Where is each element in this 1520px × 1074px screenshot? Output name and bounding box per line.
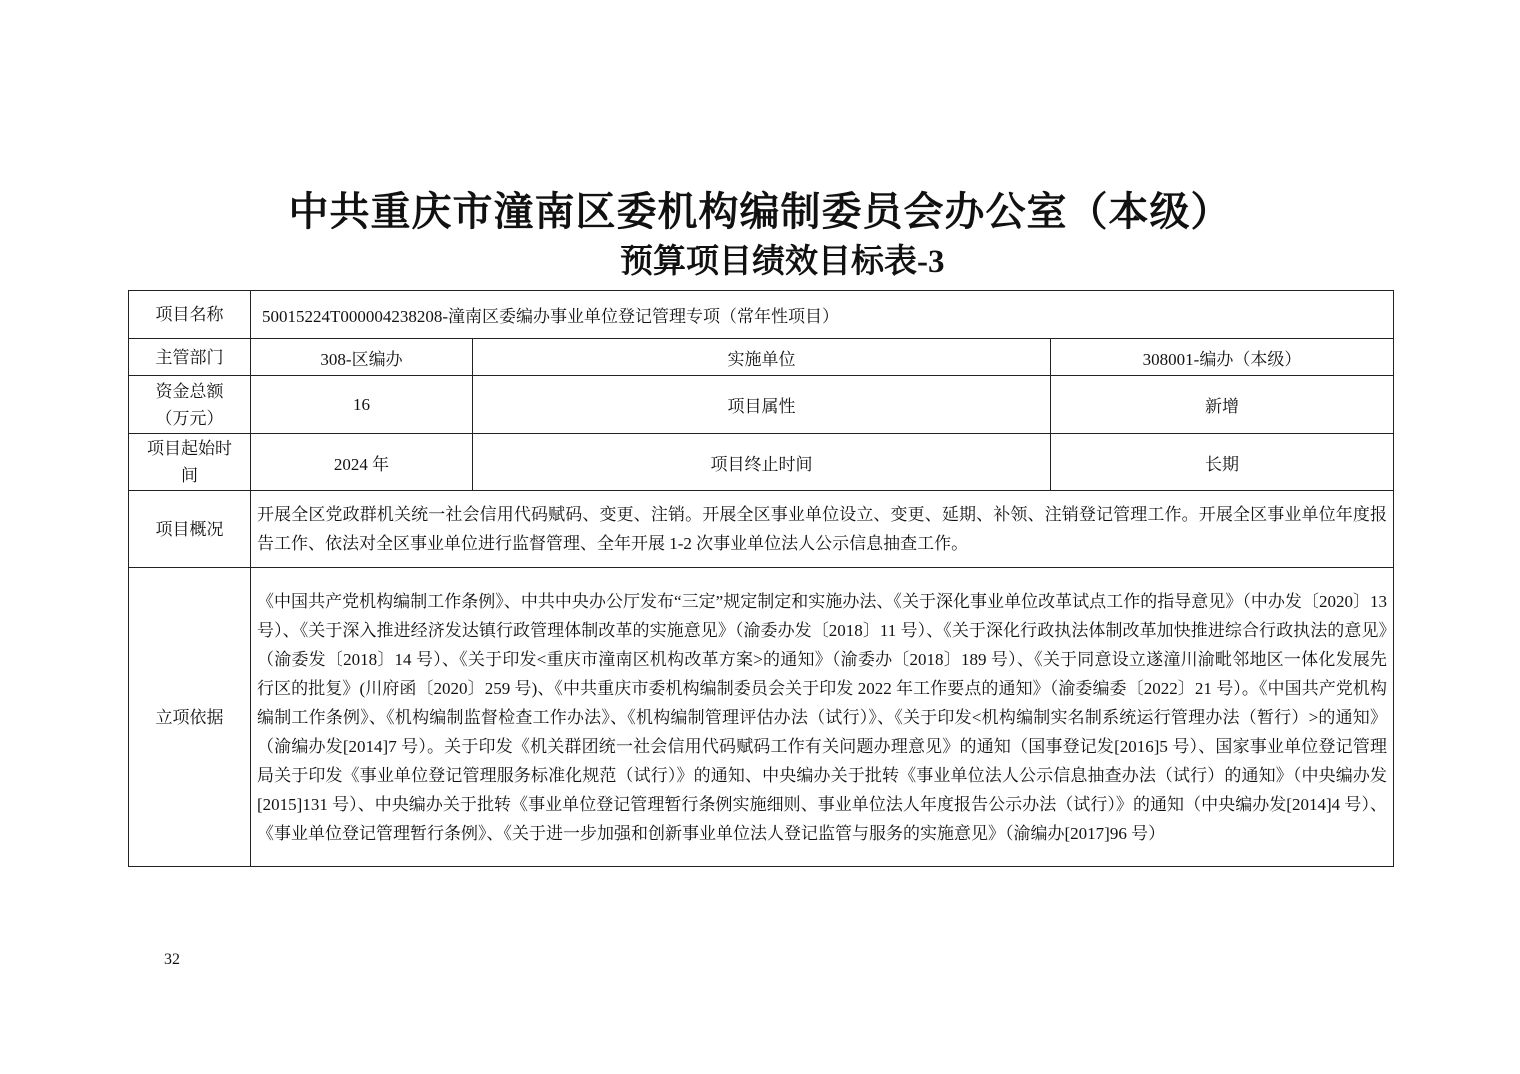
total-funds-label-line2: （万元） [155, 408, 224, 428]
start-time-label-line2: 间 [181, 466, 198, 485]
document-title: 中共重庆市潼南区委机构编制委员会办公室（本级） [288, 189, 1232, 234]
start-time-value: 2024 年 [251, 434, 473, 491]
implementing-unit-label: 实施单位 [473, 339, 1051, 376]
table-row-funds [129, 376, 1394, 434]
end-time-value: 长期 [1051, 434, 1394, 491]
project-name-label: 项目名称 [129, 291, 251, 339]
department-label: 主管部门 [129, 339, 251, 376]
end-time-label: 项目终止时间 [473, 434, 1051, 491]
basis-value: 《中国共产党机构编制工作条例》、中共中央办公厅发布“三定”规定制定和实施办法、《关于深化事业单位改革试点工作的指导意见》（中办发〔2020〕13 号）、《关于深入推进经济发达镇行政管理体制改革的实施意见》（渝委办发〔2018〕11 号）、《关于深化行政执法体制改革加快推进综合行政执法的意见》（渝委发〔2018〕14 号）、《关于印发<重庆市潼南区机构改革方案>的通知》（渝委办〔2018〕189 号）、《关于同意设立遂潼川渝毗邻地区一体化发展先行区的批复》(川府函〔2020〕259 号)、《中共重庆市委机构编制委员会关于印发 2022 年工作要点的通知》（渝委编委〔2022〕21 号）。《中国共产党机构编制工作条例》、《机构编制监督检查工作办法》、《机构编制管理评估办法（试行）》、《关于印发<机构编制实名制系统运行管理办法（暂行）>的通知》（渝编办发[2014]7 号）。关于印发《机关群团统一社会信用代码赋码工作有关问题办理意见》的通知（国事登记发[2016]5 号）、国家事业单位登记管理局关于印发《事业单位登记管理服务标准化规范（试行）》的通知、中央编办关于批转《事业单位法人公示信息抽查办法（试行）的通知》（中央编办发[2015]131 号）、中央编办关于批转《事业单位登记管理暂行条例实施细则、事业单位法人年度报告公示办法（试行）》的通知（中央编办发[2014]4 号）、《事业单位登记管理暂行条例》、《关于进一步加强和创新事业单位法人登记监管与服务的实施意见》（渝编办[2017]96 号） [251, 568, 1394, 867]
table-row-project-name [129, 291, 1394, 339]
basis-label: 立项依据 [129, 568, 251, 867]
project-attribute-value: 新增 [1051, 376, 1394, 434]
overview-label: 项目概况 [129, 491, 251, 568]
start-time-label-line1: 项目起始时 [147, 439, 232, 458]
table-row-department [129, 339, 1394, 376]
total-funds-label [129, 376, 251, 434]
implementing-unit-value: 308001-编办（本级） [1051, 339, 1394, 376]
department-value: 308-区编办 [251, 339, 473, 376]
page-number: 32 [164, 951, 180, 968]
table-row-basis [129, 568, 1394, 867]
project-attribute-label: 项目属性 [473, 376, 1051, 434]
overview-value: 开展全区党政群机关统一社会信用代码赋码、变更、注销。开展全区事业单位设立、变更、延期、补领、注销登记管理工作。开展全区事业单位年度报告工作、依法对全区事业单位进行监督管理、全年开展 1-2 次事业单位法人公示信息抽查工作。 [251, 491, 1394, 568]
total-funds-value: 16 [251, 376, 473, 434]
table-row-time [129, 434, 1394, 491]
start-time-label [129, 434, 251, 491]
document-subtitle: 预算项目绩效目标表-3 [620, 244, 945, 280]
total-funds-label-line1: 资金总额 [155, 381, 224, 401]
project-name-value: 50015224T000004238208-潼南区委编办事业单位登记管理专项（常年性项目） [251, 291, 1394, 339]
table-row-overview [129, 491, 1394, 568]
performance-target-table [128, 290, 1394, 867]
